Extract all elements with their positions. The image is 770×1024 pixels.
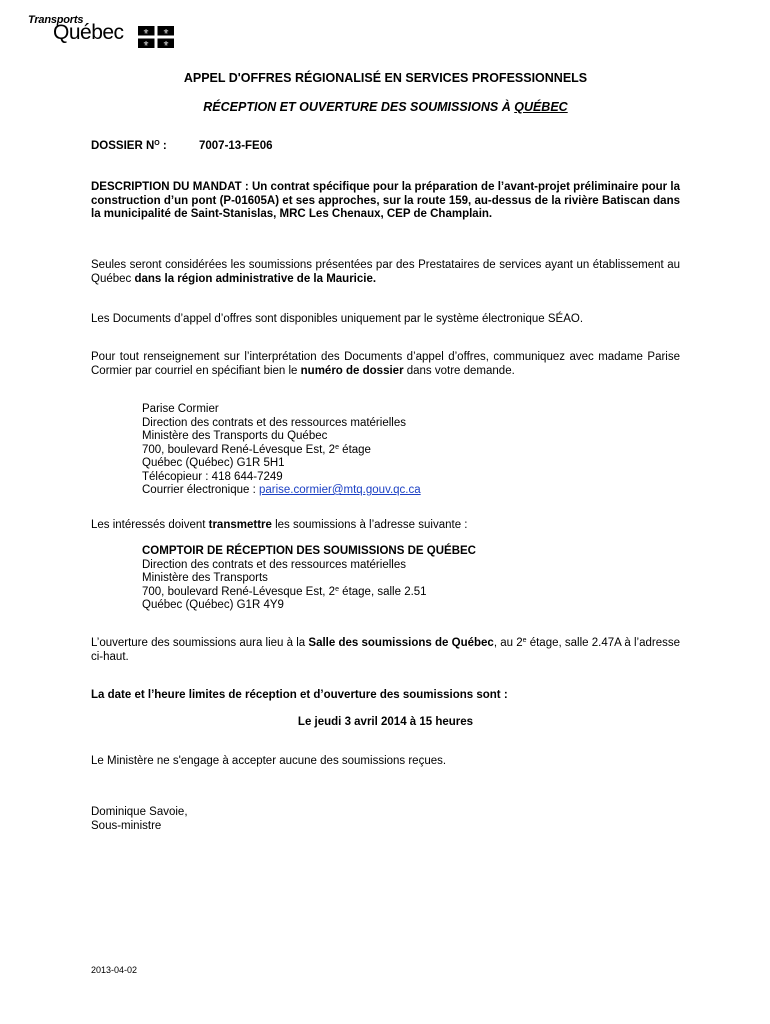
- comptoir-ministry: Ministère des Transports: [142, 572, 268, 584]
- signature-role: Sous-ministre: [91, 819, 162, 832]
- contact-email-link[interactable]: parise.cormier@mtq.gouv.qc.ca: [258, 484, 421, 496]
- comptoir-direction: Direction des contrats et des ressources matérielles: [142, 558, 406, 571]
- contact-email-label: Courrier électronique :: [142, 484, 259, 496]
- comptoir-block: [142, 545, 476, 613]
- transmit-paragraph: [91, 519, 680, 533]
- comptoir-city: Québec (Québec) G1R 4Y9: [142, 599, 284, 611]
- signature-block: [91, 806, 680, 833]
- disclaimer: Le Ministère ne s'engage à accepter aucune des soumissions reçues.: [91, 755, 447, 767]
- opening-text3: étage, salle 2.47A à l’adresse ci-haut.: [91, 637, 680, 663]
- contact-email-line: [142, 484, 421, 498]
- document-title: APPEL D'OFFRES RÉGIONALISÉ EN SERVICES PROFESSIONNELS: [183, 71, 588, 85]
- transports-quebec-logo: [26, 14, 176, 50]
- contact-name: Parise Cormier: [142, 403, 219, 415]
- deadline-value: Le jeudi 3 avril 2014 à 15 heures: [297, 716, 474, 728]
- contact-address-pre: 700, boulevard René-Lévesque Est, 2: [142, 443, 336, 456]
- quebec-flag-icon: [138, 26, 174, 48]
- eligibility-paragraph: [91, 259, 680, 286]
- document-subtitle: [91, 101, 680, 115]
- mandate-description: DESCRIPTION DU MANDAT : Un contrat spécifique pour la préparation de l’avant-projet préliminaire pour la construction d’un pont (P-01605A) et ses approches, sur la route 159, au-dessus de la rivière Batiscan dans la municipalité de Saint-Stanislas, MRC Les Chenaux, CEP de Champlain.: [91, 181, 680, 220]
- contact-fax: Télécopieur : 418 644-7249: [142, 470, 283, 483]
- opening-bold: Salle des soumissions de Québec: [308, 637, 494, 649]
- dossier-label-sup: O: [154, 140, 160, 147]
- svg-text:⚜: ⚜: [142, 40, 150, 48]
- contact-direction: Direction des contrats et des ressources matérielles: [142, 416, 406, 429]
- dossier-value: 7007-13-FE06: [199, 140, 273, 152]
- contact-block: [142, 403, 421, 498]
- documents-paragraph: Les Documents d’appel d’offres sont disponibles uniquement par le système électronique SÉAO.: [91, 313, 584, 325]
- comptoir-address-post: étage, salle 2.51: [338, 585, 427, 598]
- svg-text:⚜: ⚜: [162, 27, 170, 36]
- svg-text:⚜: ⚜: [142, 27, 150, 36]
- transmit-bold: transmettre: [208, 519, 272, 531]
- contact-address-sup: e: [335, 443, 339, 451]
- info-text2: dans votre demande.: [403, 364, 515, 377]
- info-text1: Pour tout renseignement sur l’interprétation des Documents d’appel d’offres, communiquez avec madame Parise Cormier par courriel en spécifiant bien le: [91, 351, 680, 377]
- comptoir-address: [142, 586, 476, 600]
- footer-date: 2013-04-02: [91, 965, 138, 975]
- deadline-label: La date et l’heure limites de réception et d’ouverture des soumissions sont :: [91, 689, 508, 701]
- comptoir-name: COMPTOIR DE RÉCEPTION DES SOUMISSIONS DE QUÉBEC: [142, 545, 476, 557]
- contact-address: [142, 444, 421, 458]
- transmit-text2: les soumissions à l’adresse suivante :: [271, 519, 468, 531]
- eligibility-region: dans la région administrative de la Mauricie.: [134, 272, 377, 285]
- dossier-colon: :: [159, 140, 167, 152]
- dossier-number: [91, 140, 680, 154]
- logo-line1: Transports: [28, 14, 84, 26]
- subtitle-prefix: RÉCEPTION ET OUVERTURE DES SOUMISSIONS À: [203, 100, 515, 114]
- opening-text1: L’ouverture des soumissions aura lieu à la: [91, 637, 309, 649]
- comptoir-address-pre: 700, boulevard René-Lévesque Est, 2: [142, 585, 336, 598]
- opening-text2: , au 2: [493, 637, 523, 649]
- opening-paragraph: [91, 637, 680, 664]
- info-bold: numéro de dossier: [300, 364, 404, 377]
- contact-ministry: Ministère des Transports du Québec: [142, 430, 328, 442]
- subtitle-city: QUÉBEC: [514, 100, 568, 114]
- eligibility-text: Seules seront considérées les soumissions présentées par des Prestataires de services ayant un établissement au Québec: [91, 259, 680, 285]
- transmit-text1: Les intéressés doivent: [91, 519, 209, 531]
- info-paragraph: [91, 351, 680, 378]
- comptoir-address-sup: e: [335, 585, 339, 593]
- signature-name: Dominique Savoie,: [91, 806, 188, 818]
- svg-text:⚜: ⚜: [162, 40, 170, 48]
- opening-sup: e: [522, 637, 527, 644]
- contact-city: Québec (Québec) G1R 5H1: [142, 457, 285, 469]
- contact-address-post: étage: [338, 443, 371, 456]
- dossier-label: DOSSIER N: [91, 140, 155, 152]
- logo-line2: Québec: [53, 21, 124, 44]
